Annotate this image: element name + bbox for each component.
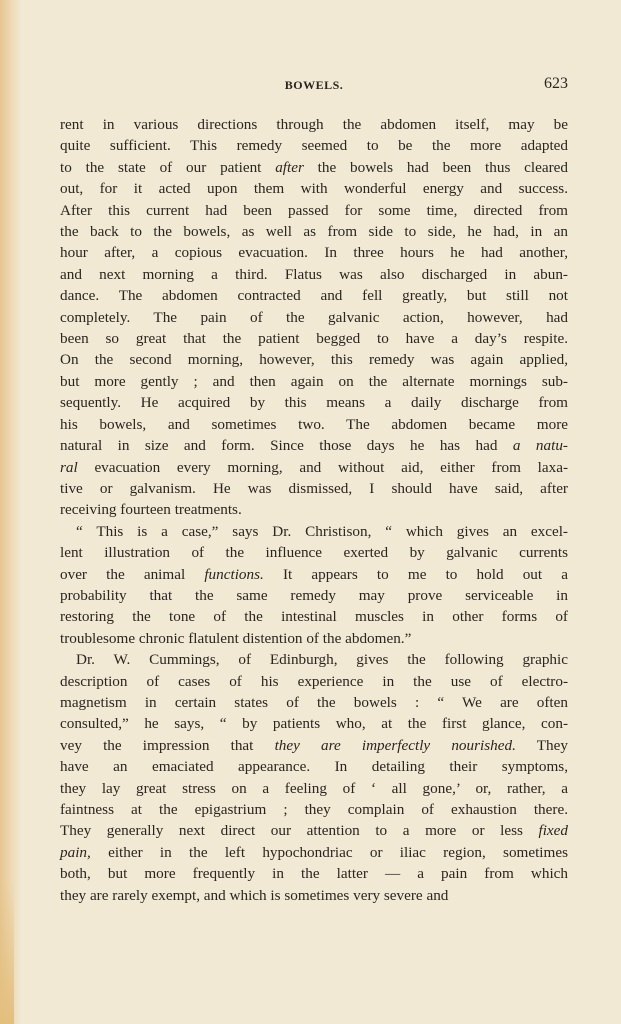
text-run: “ This is a case,” says Dr. Christison, “ which gives an excel- <box>76 522 568 540</box>
text-run: magnetism in certain states of the bowels : “ We are often <box>60 693 568 711</box>
text-line <box>60 606 568 627</box>
text-run: hour after, a copious evacuation. In three hours he had another, <box>60 244 568 262</box>
text-line <box>60 178 568 199</box>
text-line <box>60 328 568 349</box>
text-run: description of cases of his experience in the use of electro- <box>60 672 568 690</box>
text-line <box>60 842 568 863</box>
text-run: restoring the tone of the intestinal muscles in other forms of <box>60 608 568 626</box>
italic-text: after <box>275 158 304 176</box>
text-run: they are rarely exempt, and which is sometimes very severe and <box>60 886 449 904</box>
text-line <box>60 349 568 370</box>
text-run: been so great that the patient begged to have a day’s respite. <box>60 330 568 348</box>
text-line <box>60 585 568 606</box>
text-line <box>60 242 568 263</box>
text-run: evacuation every morning, and without aid, either from laxa- <box>77 458 568 476</box>
text-run: they lay great stress on a feeling of ‘ all gone,’ or, rather, a <box>60 779 568 797</box>
text-line <box>60 863 568 884</box>
text-run: his bowels, and sometimes two. The abdomen became more <box>60 415 568 433</box>
text-line <box>60 157 568 178</box>
text-run: the bowels had been thus cleared <box>303 158 568 176</box>
text-line <box>60 885 568 906</box>
text-line <box>60 414 568 435</box>
text-run: out, for it acted upon them with wonderful energy and success. <box>60 180 568 198</box>
text-run: tive or galvanism. He was dismissed, I should have said, after <box>60 479 568 497</box>
page-edge-shading <box>0 0 22 1024</box>
paragraph <box>60 114 568 521</box>
text-run: lent illustration of the influence exerted by galvanic currents <box>60 544 568 562</box>
text-run: have an emaciated appearance. In detailing their symptoms, <box>60 758 568 776</box>
italic-text: they are imperfectly nourished. <box>274 736 516 754</box>
text-line <box>60 264 568 285</box>
text-run: receiving fourteen treatments. <box>60 501 242 519</box>
text-line <box>60 478 568 499</box>
text-run: completely. The pain of the galvanic action, however, had <box>60 308 568 326</box>
text-run: and next morning a third. Flatus was also discharged in abun- <box>60 265 568 283</box>
text-run: quite sufficient. This remedy seemed to be the more adapted <box>60 137 568 155</box>
text-run: It appears to me to hold out a <box>263 565 568 583</box>
italic-text: fixed <box>538 822 568 840</box>
text-run: dance. The abdomen contracted and fell greatly, but still not <box>60 287 568 305</box>
text-line <box>60 799 568 820</box>
text-line <box>60 457 568 478</box>
text-run: rent in various directions through the abdomen itself, may be <box>60 116 568 133</box>
text-run: faintness at the epigastrium ; they complain of exhaustion there. <box>60 801 568 818</box>
text-run: sequently. He acquired by this means a daily discharge from <box>60 394 568 412</box>
running-head: BOWELS. <box>284 78 344 92</box>
text-run: over the animal <box>60 565 205 583</box>
text-line <box>60 564 568 585</box>
text-line <box>60 435 568 456</box>
text-run: On the second morning, however, this remedy was again applied, <box>60 351 568 369</box>
text-run: natural in size and form. Since those days he has had <box>60 437 513 455</box>
text-run: Dr. W. Cummings, of Edinburgh, gives the following graphic <box>76 651 568 669</box>
paragraph <box>60 649 568 906</box>
text-line <box>60 285 568 306</box>
text-run: troublesome chronic flatulent distention of the abdomen.” <box>60 629 412 647</box>
text-line <box>60 200 568 221</box>
text-line <box>60 135 568 156</box>
text-run: but more gently ; and then again on the alternate mornings sub- <box>60 372 568 390</box>
text-line <box>60 735 568 756</box>
text-line <box>60 307 568 328</box>
text-line <box>60 371 568 392</box>
text-line <box>60 628 568 649</box>
text-run: both, but more frequently in the latter — a pain from which <box>60 865 568 883</box>
text-line <box>60 713 568 734</box>
page-number: 623 <box>544 75 568 92</box>
italic-text: ral <box>60 458 78 476</box>
italic-text: pain, <box>60 843 91 861</box>
text-run: vey the impression that <box>60 736 275 754</box>
text-run: either in the left hypochondriac or iliac region, sometimes <box>90 843 568 861</box>
text-run: After this current had been passed for some time, directed from <box>60 201 568 219</box>
body-text <box>60 114 568 906</box>
text-line <box>60 114 568 135</box>
text-line <box>60 542 568 563</box>
paragraph <box>60 521 568 649</box>
text-run: They generally next direct our attention to a more or less <box>60 822 539 840</box>
text-line <box>60 671 568 692</box>
page-edge-shading-bottom <box>0 880 14 1024</box>
text-run: to the state of our patient <box>60 158 276 176</box>
page-header <box>60 75 568 98</box>
text-line <box>60 499 568 520</box>
text-line <box>60 820 568 841</box>
text-run: consulted,” he says, “ by patients who, at the first glance, con- <box>60 715 568 733</box>
text-line <box>60 392 568 413</box>
text-run: the back to the bowels, as well as from side to side, he had, in an <box>60 223 568 241</box>
italic-text: functions. <box>204 565 264 583</box>
italic-text: a natu- <box>512 437 568 455</box>
text-line <box>60 221 568 242</box>
text-line <box>60 521 568 542</box>
text-run: They <box>515 736 568 754</box>
text-line <box>60 756 568 777</box>
text-line <box>60 649 568 670</box>
text-line <box>60 778 568 799</box>
text-line <box>60 692 568 713</box>
text-run: probability that the same remedy may prove serviceable in <box>60 586 568 604</box>
